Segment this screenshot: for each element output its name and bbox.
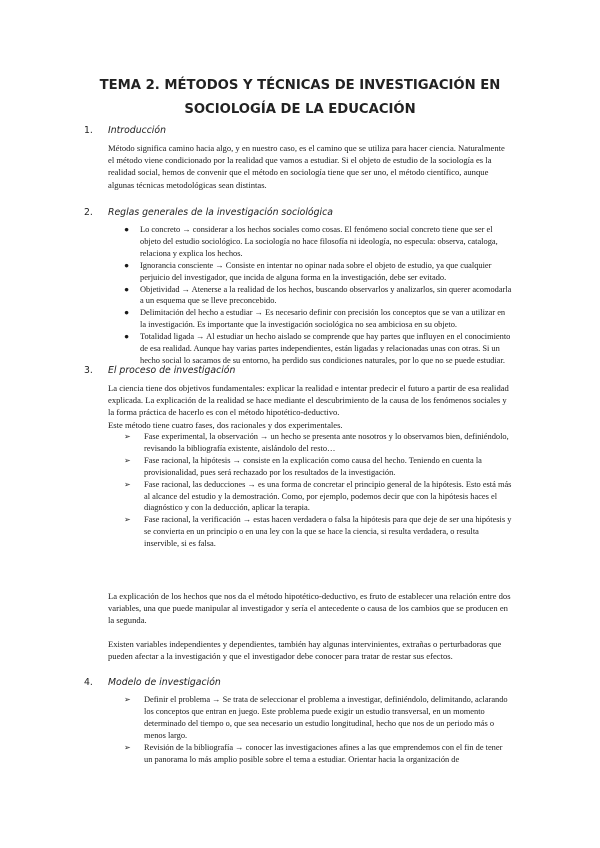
- list-item: ● Objetividad → Atenerse a la realidad de los hechos, buscando observarlos y analizarlos, sin querer acomodarla a un esquema que se lleve preconcebido.: [124, 284, 512, 306]
- paragraph: Existen variables independientes y dependientes, también hay algunas intervinientes, extrañas o perturbadoras que pueden afectar a la investigación y que el investigador debe conocer para tratar de restar sus efectos.: [108, 639, 502, 662]
- arrow-bullet-icon: ➢: [124, 432, 131, 441]
- section-title: Introducción: [108, 125, 166, 136]
- bullet-icon: ●: [124, 308, 130, 318]
- section-title: Reglas generales de la investigación sociológica: [108, 207, 333, 218]
- arrow-bullet-icon: ➢: [124, 455, 131, 465]
- model-list: [108, 694, 512, 765]
- list-item: ➢ Fase racional, las deducciones → es una forma de concretar el principio general de la hipótesis. Esto está más al alcance del estudio y la demostración. Como, por ejemplo, podemos decir que con la hipótesis haces el diagnóstico y con la deducción, aplicar la terapia.: [124, 479, 512, 513]
- bullet-icon: ●: [124, 225, 130, 234]
- arrow-bullet-icon: ➢: [124, 479, 131, 489]
- section-title: Modelo de investigación: [108, 677, 221, 688]
- paragraph: La ciencia tiene dos objetivos fundamentales: explicar la realidad e intentar predecir el futuro a partir de esa realidad explicada. La explicación de la realidad se hace mediante el descubrimiento de la causa de los fenómenos sociales y la forma práctica de hacerlo es con el método hipotético-deductivo.: [108, 383, 509, 418]
- paragraph: Este método tiene cuatro fases, dos racionales y dos experimentales.: [108, 419, 343, 430]
- rules-list: [108, 224, 512, 367]
- list-item: ➢ Fase racional, la hipótesis → consiste en la explicación como causa del hecho. Teniendo en cuenta la provisionalidad, pues será rechazado por los resultados de la investigación.: [124, 455, 482, 477]
- section-3-outro-2: [108, 638, 512, 662]
- section-3-outro-1: [108, 590, 512, 627]
- paragraph: La explicación de los hechos que nos da el método hipotético-deductivo, es fruto de establecer una relación entre dos variables, una que puede manipular al investigador y sería el antecedente o causa de los cambios que se producen en la segunda.: [108, 591, 511, 626]
- list-item: ➢ Revisión de la bibliografía → conocer las investigaciones afines a las que emprendemos con el fin de tener un panorama lo más amplio posible sobre el tema a estudiar. Orientar hacia la organización de: [124, 742, 503, 764]
- list-item: ● Lo concreto → considerar a los hechos sociales como cosas. El fenómeno social concreto tiene que ser el objeto del estudio sociológico. La sociología no hace filosofía ni ideología, no especula: observa, cataloga, relaciona y explica los hechos.: [124, 225, 498, 258]
- section-heading-reglas: [84, 207, 333, 218]
- section-number: 2.: [84, 207, 93, 218]
- section-number: 3.: [84, 365, 93, 376]
- phases-list: [108, 431, 512, 550]
- list-item: ● Totalidad ligada → Al estudiar un hecho aislado se comprende que hay partes que influyen en el conocimiento de esa realidad. Aunque hay varias partes independientes, están ligadas y relacionadas unas con otras. Si un hecho social lo sacamos de su entorno, ha perdido sus condiciones naturales, por lo que no se puede estudiar.: [124, 332, 511, 365]
- list-item: ➢ Fase racional, la verificación → estas hacen verdadera o falsa la hipótesis para que deje de ser una hipótesis y se convierta en un principio o en una ley con la que se hace la ciencia, si resulta verdadera, o resulta inservible, si es falsa.: [124, 515, 512, 549]
- section-heading-modelo: [84, 677, 221, 688]
- bullet-icon: ●: [124, 332, 130, 342]
- list-item: ● Ignorancia consciente → Consiste en intentar no opinar nada sobre el objeto de estudio, ya que cualquier perjuicio del investigador, que incida de alguna forma en la investigación, debe ser evitado.: [124, 260, 492, 282]
- section-heading-introduccion: [84, 125, 166, 136]
- section-title: El proceso de investigación: [108, 365, 236, 376]
- paragraph: Método significa camino hacia algo, y en nuestro caso, es el camino que se utiliza para hacer ciencia. Naturalmente el método viene condicionado por la realidad que vamos a estudiar. Si el objeto de estudio de la sociología es la realidad social, hemos de convenir que el método en sociología tiene que ser uno, el método científico, aunque algunas técnicas metodológicas sean distintas.: [108, 143, 505, 190]
- section-number: 4.: [84, 677, 93, 688]
- arrow-bullet-icon: ➢: [124, 742, 131, 752]
- section-3-intro: [108, 382, 512, 431]
- document-title: TEMA 2. MÉTODOS Y TÉCNICAS DE INVESTIGACIÓN EN SOCIOLOGÍA DE LA EDUCACIÓN: [99, 78, 501, 117]
- section-heading-proceso: [84, 365, 235, 376]
- bullet-icon: ●: [124, 284, 130, 294]
- list-item: ➢ Fase experimental, la observación → un hecho se presenta ante nosotros y lo observamos bien, definiéndolo, revisando la bibliografía existente, aislándolo del resto…: [124, 432, 509, 453]
- bullet-icon: ●: [124, 260, 130, 270]
- section-number: 1.: [84, 125, 93, 136]
- list-item: ➢ Definir el problema → Se trata de seleccionar el problema a investigar, definiéndolo, delimitando, aclarando los conceptos que entran en juego. Este problema puede exigir un estudio transversal, en un momento determinado del tiempo o, que sea necesario un estudio longitudinal, hecho que nos de un periodo más o menos largo.: [124, 695, 508, 740]
- arrow-bullet-icon: ➢: [124, 695, 131, 704]
- arrow-bullet-icon: ➢: [124, 515, 131, 525]
- list-item: ● Delimitación del hecho a estudiar → Es necesario definir con precisión los conceptos que se van a utilizar en la investigación. Es importante que la investigación sociológica no sea ambiciosa en su objeto.: [124, 308, 506, 330]
- section-1-body: [108, 142, 512, 191]
